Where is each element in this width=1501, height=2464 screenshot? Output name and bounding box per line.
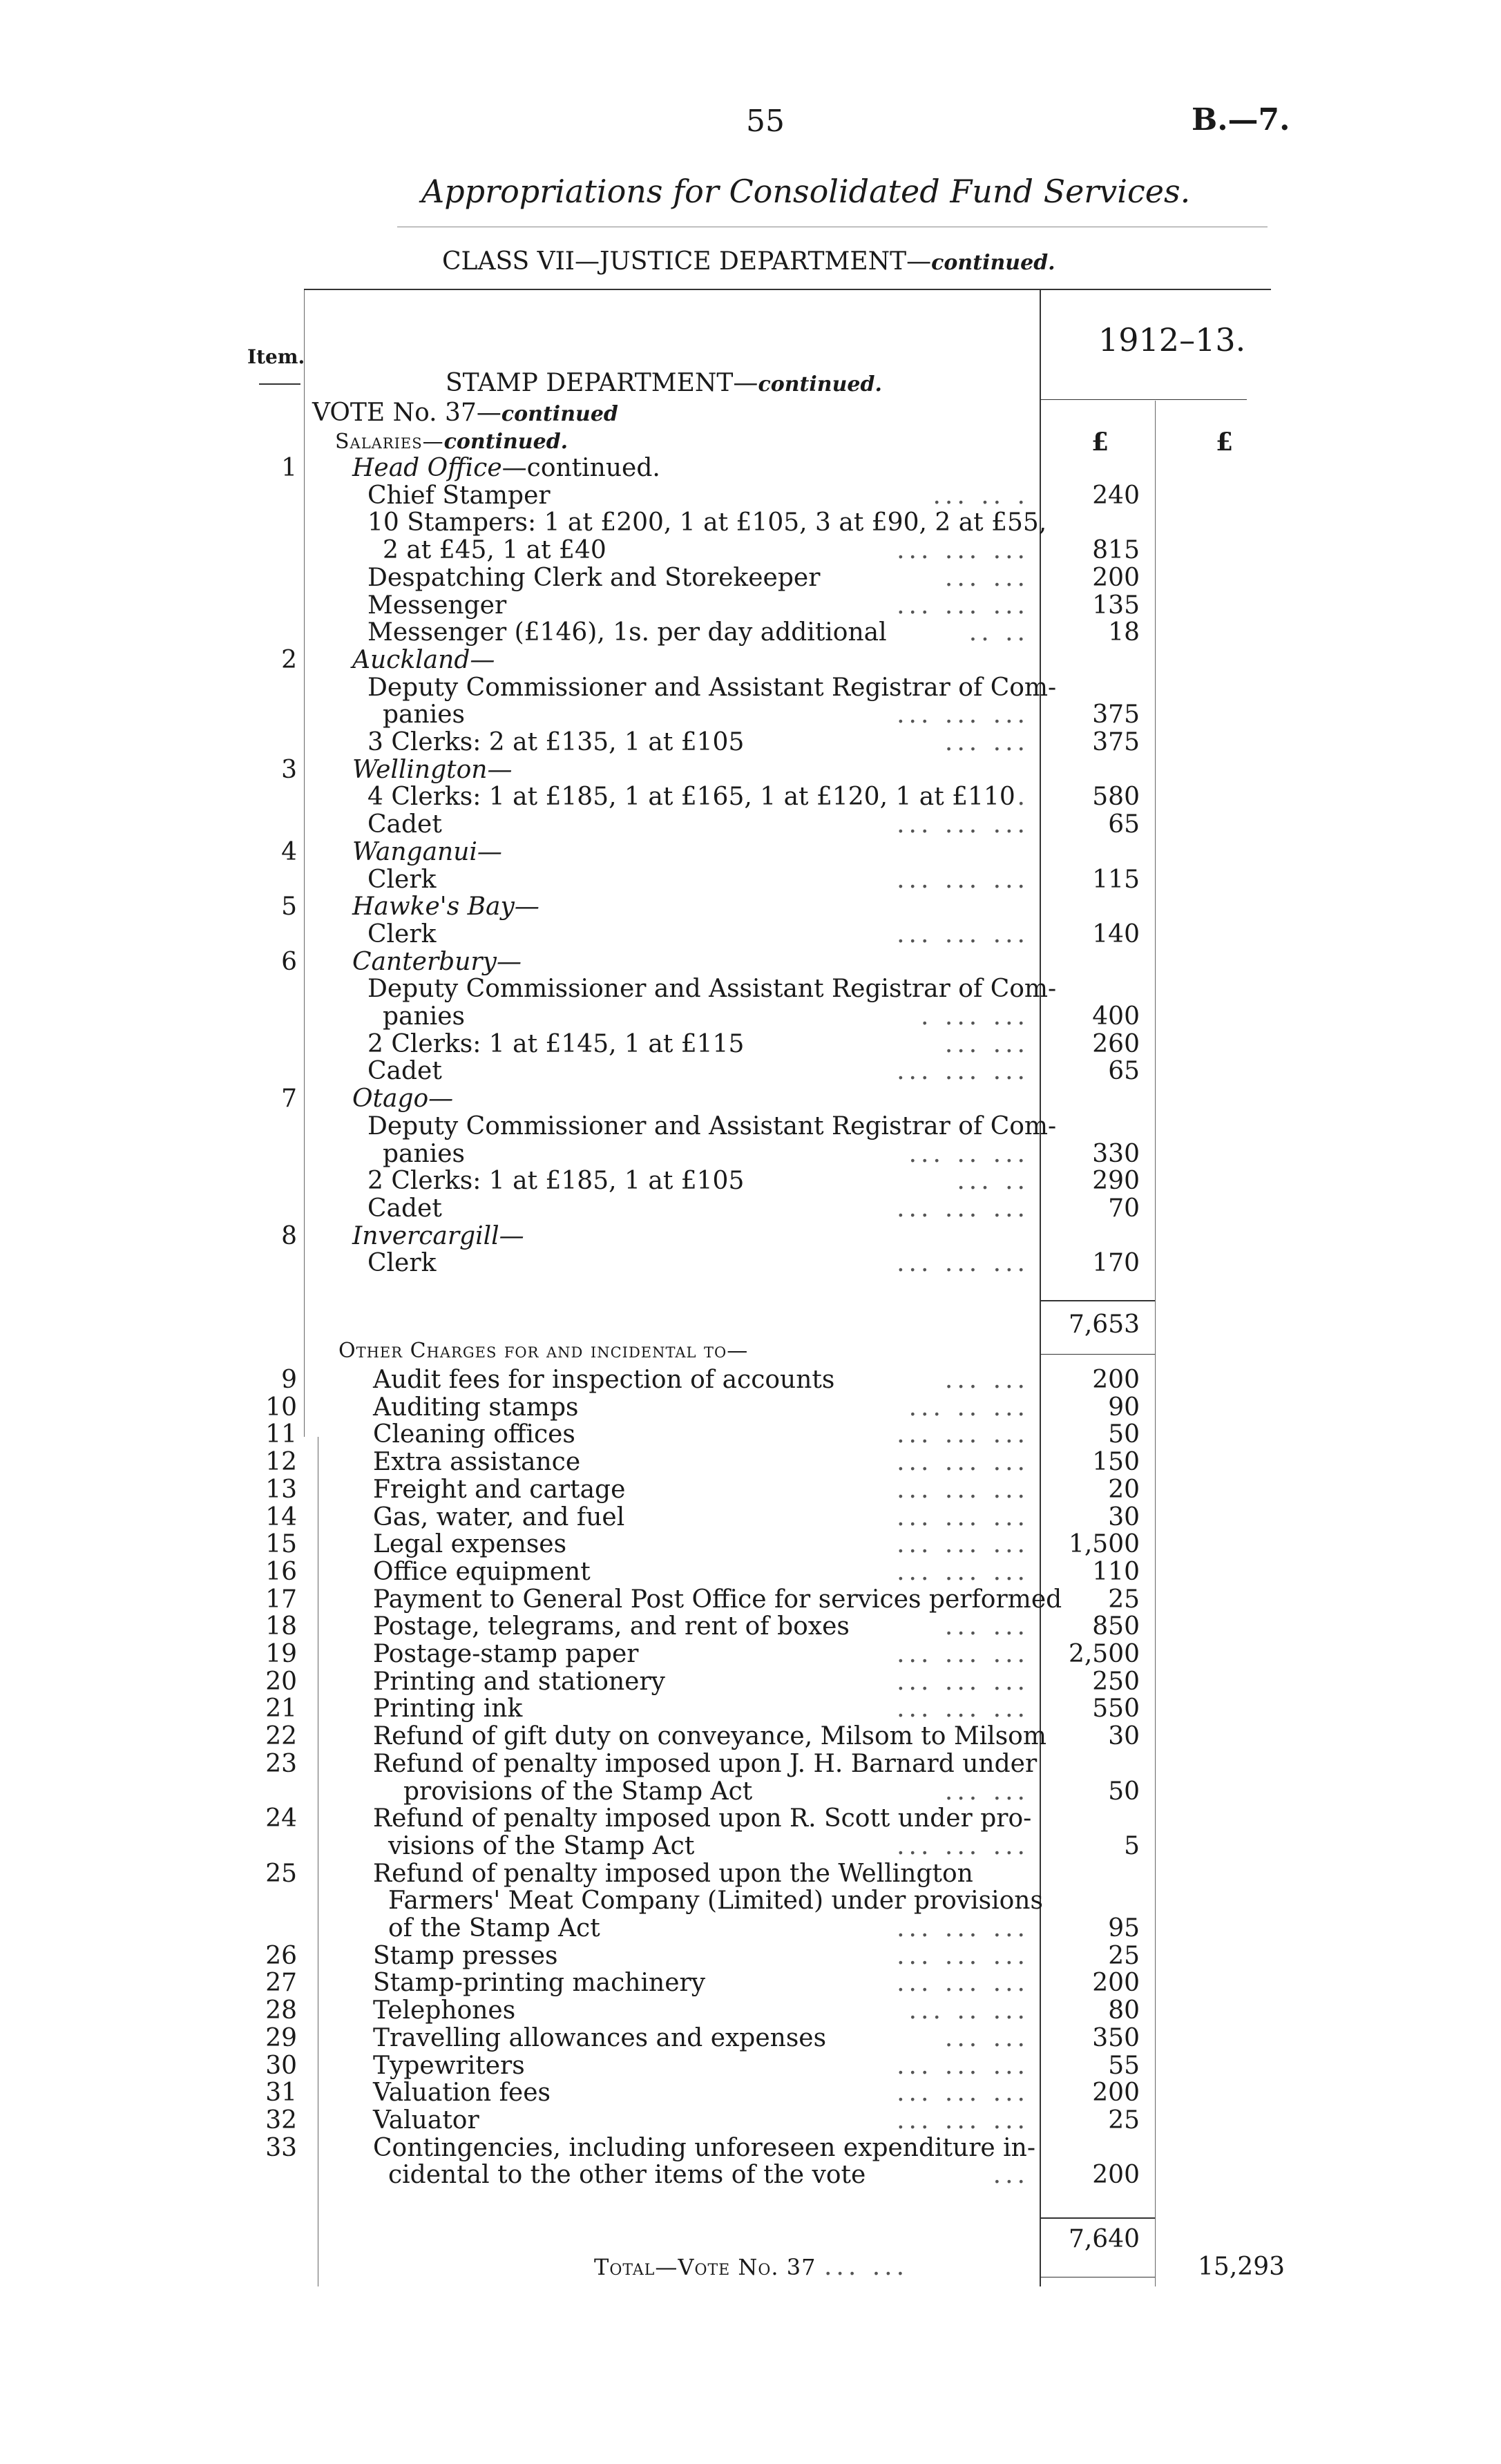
item-column-header: Item. — [247, 345, 305, 368]
line-label: of the Stamp Act — [388, 1914, 600, 1942]
item-number: 17 — [265, 1585, 297, 1614]
line-text — [352, 893, 539, 921]
line-label: Head Office — [352, 454, 502, 482]
line-text — [373, 1586, 1062, 1614]
amount: 815 — [1092, 536, 1140, 565]
amount: 25 — [1108, 2105, 1140, 2134]
line-label: Printing and stationery — [373, 1667, 666, 1696]
line-label: Valuation fees — [373, 2079, 551, 2108]
dot-leader: ... ... ... — [897, 1694, 1029, 1723]
dot-leader: ... ... ... — [897, 1448, 1029, 1477]
other-charges-subtotal: 7,640 — [1068, 2225, 1140, 2253]
amount: 350 — [1092, 2023, 1140, 2052]
dot-leader: ... .. . — [933, 481, 1029, 510]
line-label: Farmers' Meat Company (Limited) under provisions — [388, 1887, 1043, 1916]
line-text — [373, 1942, 558, 1970]
line-text — [367, 674, 1056, 702]
dot-leader: .. .. — [968, 618, 1029, 647]
item-number: 4 — [281, 837, 297, 866]
line-text — [352, 1223, 524, 1250]
item-number: 27 — [265, 1969, 297, 1998]
item-number: 14 — [265, 1502, 297, 1531]
line-label: panies — [383, 1002, 465, 1031]
line-label: 2 Clerks: 1 at £145, 1 at £115 — [367, 1029, 745, 1058]
amount: 70 — [1108, 1194, 1140, 1223]
dot-leader: ... ... ... — [897, 2079, 1029, 2108]
line-text — [403, 1778, 752, 1806]
line-text — [373, 1613, 850, 1641]
line-text — [373, 1394, 578, 1422]
amount: 200 — [1092, 1969, 1140, 1998]
line-text — [367, 1195, 442, 1223]
line-text — [373, 2107, 479, 2134]
year-column-header: 1912–13. — [1098, 321, 1246, 359]
amount: 115 — [1092, 865, 1140, 894]
item-number: 30 — [265, 2051, 297, 2080]
dot-leader: ... ... ... — [897, 2105, 1029, 2134]
line-label: Canterbury— — [352, 947, 522, 976]
line-label: panies — [383, 700, 465, 729]
amount: 18 — [1108, 618, 1140, 647]
dot-leader: ... ... ... — [897, 1249, 1029, 1278]
amount: 50 — [1108, 1420, 1140, 1449]
line-label: Auckland— — [352, 645, 495, 674]
amount: 375 — [1092, 700, 1140, 729]
line-label: Messenger (£146), 1s. per day additional — [367, 618, 887, 647]
line-text — [367, 1031, 744, 1058]
amount: 135 — [1092, 591, 1140, 620]
dot-leader: ... ... ... — [897, 1530, 1029, 1559]
line-text — [367, 1113, 1056, 1140]
line-text — [352, 455, 660, 482]
dot-leader: ... ... ... — [897, 1667, 1029, 1696]
line-label: Typewriters — [373, 2051, 525, 2080]
line-label: 4 Clerks: 1 at £185, 1 at £165, 1 at £120, 1 at £110 — [367, 783, 1015, 812]
dot-leader: ... ... ... — [897, 1640, 1029, 1668]
amount-column-mid-rule — [1155, 401, 1156, 2286]
currency-symbol-1: £ — [1091, 428, 1109, 457]
dot-leader: ... ... ... — [897, 591, 1029, 620]
amount: 30 — [1108, 1722, 1140, 1751]
section-title-suffix: continued. — [758, 372, 882, 397]
item-number: 20 — [265, 1667, 297, 1696]
amount: 1,500 — [1068, 1530, 1140, 1559]
item-header-rule — [259, 383, 300, 385]
item-number: 11 — [265, 1420, 297, 1449]
line-text — [367, 564, 820, 592]
line-label: provisions of the Stamp Act — [403, 1777, 753, 1806]
line-label: Travelling allowances and expenses — [373, 2023, 827, 2052]
salaries-heading — [335, 427, 568, 456]
line-label: Clerk — [367, 1249, 437, 1278]
salaries-subtotal: 7,653 — [1068, 1310, 1140, 1339]
item-number: 26 — [265, 1941, 297, 1970]
line-text — [373, 2134, 1035, 2162]
line-label: 3 Clerks: 2 at £135, 1 at £105 — [367, 728, 745, 756]
line-text — [373, 1504, 624, 1531]
line-label: Cadet — [367, 1194, 442, 1223]
amount: 200 — [1092, 2161, 1140, 2190]
total-label-text: Total—Vote No. 37 — [594, 2254, 816, 2280]
line-text — [373, 1421, 575, 1449]
item-number: 21 — [265, 1694, 297, 1723]
amount: 30 — [1108, 1502, 1140, 1531]
line-text — [367, 509, 1046, 537]
other-charges-heading: Other Charges for and incidental to— — [338, 1339, 749, 1363]
line-label: Refund of penalty imposed upon R. Scott under pro- — [373, 1804, 1032, 1833]
dot-leader: ... ... ... — [897, 1914, 1029, 1942]
line-text — [373, 1805, 1031, 1833]
amount: 20 — [1108, 1475, 1140, 1504]
line-label: Extra assistance — [373, 1448, 581, 1477]
vote-text: VOTE No. 37— — [312, 399, 501, 427]
line-text — [373, 1476, 625, 1504]
line-label: Cleaning offices — [373, 1420, 575, 1449]
dot-leader: ... ... — [944, 563, 1029, 592]
amount: 25 — [1108, 1585, 1140, 1614]
amount: 200 — [1092, 563, 1140, 592]
line-label: Telephones — [373, 1996, 516, 2025]
line-text — [352, 948, 522, 976]
item-number: 32 — [265, 2105, 297, 2134]
dot-leader: ... ... ... — [897, 1557, 1029, 1586]
amount: 330 — [1092, 1139, 1140, 1168]
dot-leader: ... ... ... — [897, 1831, 1029, 1860]
line-text — [367, 866, 436, 894]
amount: 580 — [1092, 783, 1140, 812]
line-text — [373, 1449, 580, 1476]
amount: 250 — [1092, 1667, 1140, 1696]
dot-leader: ... ... ... — [897, 1057, 1029, 1086]
total-leader: ... ... — [823, 2253, 909, 2281]
other-charges-rule — [1040, 1354, 1155, 1355]
page-title: Appropriations for Consolidated Fund Services. — [421, 173, 1191, 210]
line-label: 2 at £45, 1 at £40 — [383, 536, 606, 565]
salaries-text: Salaries— — [335, 430, 444, 454]
line-label: Stamp presses — [373, 1941, 558, 1970]
line-label: Contingencies, including unforeseen expenditure in- — [373, 2133, 1036, 2162]
item-number: 28 — [265, 1996, 297, 2025]
dot-leader: ... ... ... — [897, 919, 1029, 948]
item-number: 33 — [265, 2133, 297, 2162]
line-text — [388, 1915, 600, 1942]
vote-suffix: continued — [501, 402, 618, 426]
line-label: Wellington— — [352, 755, 513, 784]
amount: 65 — [1108, 810, 1140, 839]
line-label: Valuator — [373, 2105, 479, 2134]
line-label: Deputy Commissioner and Assistant Registrar of Com- — [367, 673, 1057, 702]
dot-leader: ... ... — [944, 1612, 1029, 1641]
item-number: 1 — [281, 454, 297, 482]
item-number: 2 — [281, 645, 297, 674]
line-text — [373, 1860, 973, 1888]
line-text — [367, 921, 436, 948]
line-text — [383, 1140, 465, 1168]
class-rule — [304, 289, 1271, 290]
item-column-rule — [304, 290, 305, 1437]
item-number: 9 — [281, 1366, 297, 1394]
item-number: 31 — [265, 2079, 297, 2108]
line-text — [373, 1997, 515, 2025]
line-label: panies — [383, 1139, 465, 1168]
line-label: Auditing stamps — [373, 1393, 579, 1422]
amount: 290 — [1092, 1167, 1140, 1196]
dot-leader: ... .. ... — [908, 1996, 1029, 2025]
dot-leader: ... ... ... — [897, 2051, 1029, 2080]
line-suffix: —continued. — [501, 454, 660, 482]
item-number: 29 — [265, 2023, 297, 2052]
line-label: Freight and cartage — [373, 1475, 626, 1504]
dot-leader: ... ... ... — [897, 865, 1029, 894]
line-label: Otago— — [352, 1085, 454, 1114]
item-number: 5 — [281, 892, 297, 921]
amount: 260 — [1092, 1029, 1140, 1058]
line-label: Postage, telegrams, and rent of boxes — [373, 1612, 850, 1641]
line-text — [367, 1250, 436, 1277]
amount: 110 — [1092, 1557, 1140, 1586]
amount: 140 — [1092, 919, 1140, 948]
line-label: Cadet — [367, 1057, 442, 1086]
item-number: 15 — [265, 1530, 297, 1559]
line-text — [367, 1167, 744, 1195]
line-text — [388, 1887, 1043, 1915]
page-number: 55 — [746, 104, 785, 139]
dot-leader: ... ... ... — [897, 1420, 1029, 1449]
amount: 400 — [1092, 1002, 1140, 1031]
dot-leader: ... .. ... — [908, 1393, 1029, 1422]
amount: 55 — [1108, 2051, 1140, 2080]
dot-leader: ... ... ... — [897, 700, 1029, 729]
line-label: Gas, water, and fuel — [373, 1502, 625, 1531]
amount: 200 — [1092, 1366, 1140, 1394]
dot-leader: ... ... — [944, 1777, 1029, 1806]
line-label: 2 Clerks: 1 at £185, 1 at £105 — [367, 1167, 745, 1196]
line-text — [352, 756, 512, 784]
line-text — [352, 1085, 453, 1113]
dot-leader: ... ... ... — [897, 1969, 1029, 1998]
dot-leader: ... ... ... — [897, 536, 1029, 565]
dot-leader: ... ... ... — [897, 810, 1029, 839]
line-label: Invercargill— — [352, 1221, 524, 1250]
item-number: 19 — [265, 1640, 297, 1668]
amount: 25 — [1108, 1941, 1140, 1970]
line-text — [388, 1833, 694, 1860]
dot-leader: ... — [993, 2161, 1029, 2190]
line-label: Refund of gift duty on conveyance, Milsom to Milsom — [373, 1722, 1046, 1751]
item-number: 7 — [281, 1085, 297, 1114]
line-label: Stamp-printing machinery — [373, 1969, 706, 1998]
line-label: Messenger — [367, 591, 507, 620]
line-label: Audit fees for inspection of accounts — [373, 1366, 835, 1394]
dot-leader: ... ... ... — [897, 1941, 1029, 1970]
line-text — [352, 839, 502, 866]
dot-leader: . ... ... — [921, 1002, 1029, 1031]
amount: 850 — [1092, 1612, 1140, 1641]
amount: 2,500 — [1068, 1640, 1140, 1668]
amount: 5 — [1124, 1831, 1140, 1860]
line-text — [373, 1668, 665, 1696]
dot-leader: ... ... — [944, 2023, 1029, 2052]
item-number: 22 — [265, 1722, 297, 1751]
line-label: Legal expenses — [373, 1530, 567, 1559]
dot-leader: ... ... ... — [897, 1475, 1029, 1504]
line-text — [373, 2079, 551, 2107]
line-label: Printing ink — [373, 1694, 523, 1723]
line-text — [373, 1531, 566, 1558]
line-text — [367, 592, 506, 620]
item-number: 10 — [265, 1393, 297, 1422]
dot-leader: ... ... ... — [897, 1194, 1029, 1223]
amount: 170 — [1092, 1249, 1140, 1278]
line-label: Cadet — [367, 810, 442, 839]
amount: 240 — [1092, 481, 1140, 510]
line-text — [373, 1750, 1037, 1778]
salaries-suffix: continued. — [443, 430, 568, 454]
amount: 90 — [1108, 1393, 1140, 1422]
line-label: Postage-stamp paper — [373, 1640, 639, 1668]
line-label: Chief Stamper — [367, 481, 551, 510]
vote-total: 15,293 — [1198, 2253, 1285, 2281]
line-label: Clerk — [367, 919, 437, 948]
dot-leader: ... ... — [944, 728, 1029, 756]
amount: 95 — [1108, 1914, 1140, 1942]
line-text — [367, 482, 551, 510]
line-text — [373, 2025, 826, 2052]
dot-leader: . — [1017, 783, 1029, 812]
salaries-subtotal-rule — [1040, 1300, 1155, 1301]
line-label: Refund of penalty imposed upon J. H. Barnard under — [373, 1749, 1038, 1778]
class-title-text: CLASS VII—JUSTICE DEPARTMENT— — [442, 247, 932, 276]
vote-heading — [312, 399, 618, 428]
amount: 150 — [1092, 1448, 1140, 1477]
dot-leader: ... ... — [944, 1366, 1029, 1394]
line-text — [373, 1558, 591, 1586]
item-number: 24 — [265, 1804, 297, 1833]
line-text — [383, 537, 606, 564]
amount: 65 — [1108, 1057, 1140, 1086]
year-header-rule — [1040, 399, 1247, 400]
line-text — [383, 1003, 465, 1031]
line-text — [367, 975, 1056, 1003]
class-title-suffix: continued. — [931, 251, 1055, 275]
amount: 50 — [1108, 1777, 1140, 1806]
line-label: Deputy Commissioner and Assistant Registrar of Com- — [367, 1111, 1057, 1140]
line-label: Deputy Commissioner and Assistant Registrar of Com- — [367, 975, 1057, 1004]
line-label: Clerk — [367, 865, 437, 894]
item-number: 12 — [265, 1448, 297, 1477]
section-title — [446, 370, 882, 399]
line-text — [367, 811, 442, 839]
total-label — [594, 2253, 908, 2281]
line-label: Hawke's Bay— — [352, 892, 539, 921]
line-label: Wanganui— — [352, 837, 502, 866]
amount: 80 — [1108, 1996, 1140, 2025]
line-label: Office equipment — [373, 1557, 591, 1586]
line-text — [373, 1641, 638, 1668]
item-number: 8 — [281, 1221, 297, 1250]
line-text — [367, 729, 744, 756]
class-title — [442, 247, 1055, 276]
amount: 375 — [1092, 728, 1140, 756]
line-label: Despatching Clerk and Storekeeper — [367, 563, 821, 592]
line-label: 10 Stampers: 1 at £200, 1 at £105, 3 at £90, 2 at £55, — [367, 508, 1047, 537]
amount: 200 — [1092, 2079, 1140, 2108]
dot-leader: ... ... — [944, 1029, 1029, 1058]
line-text — [367, 1058, 442, 1085]
line-label: visions of the Stamp Act — [388, 1831, 695, 1860]
item-number: 25 — [265, 1859, 297, 1888]
dot-leader: ... .. — [957, 1167, 1029, 1196]
line-text — [373, 1366, 834, 1394]
document-reference: B.—7. — [1192, 102, 1290, 137]
line-text — [373, 1723, 1046, 1750]
amount-column-left-rule — [1040, 290, 1041, 2286]
currency-symbol-2: £ — [1216, 428, 1234, 457]
line-label: Payment to General Post Office for services performed — [373, 1585, 1062, 1614]
item-number: 23 — [265, 1749, 297, 1778]
line-label: Refund of penalty imposed upon the Wellington — [373, 1859, 973, 1888]
line-label: cidental to the other items of the vote — [388, 2161, 866, 2190]
line-text — [383, 701, 465, 729]
amount: 550 — [1092, 1694, 1140, 1723]
dot-leader: ... ... ... — [897, 1502, 1029, 1531]
item-number: 18 — [265, 1612, 297, 1641]
dot-leader: ... .. ... — [908, 1139, 1029, 1168]
line-text — [373, 2052, 525, 2080]
line-text — [352, 647, 495, 674]
item-number: 16 — [265, 1557, 297, 1586]
item-number: 13 — [265, 1475, 297, 1504]
item-number: 3 — [281, 755, 297, 784]
item-number: 6 — [281, 947, 297, 976]
line-text — [373, 1695, 522, 1723]
line-text — [373, 1969, 705, 1997]
other-subtotal-rule — [1040, 2217, 1155, 2219]
section-title-text: STAMP DEPARTMENT— — [446, 369, 758, 397]
